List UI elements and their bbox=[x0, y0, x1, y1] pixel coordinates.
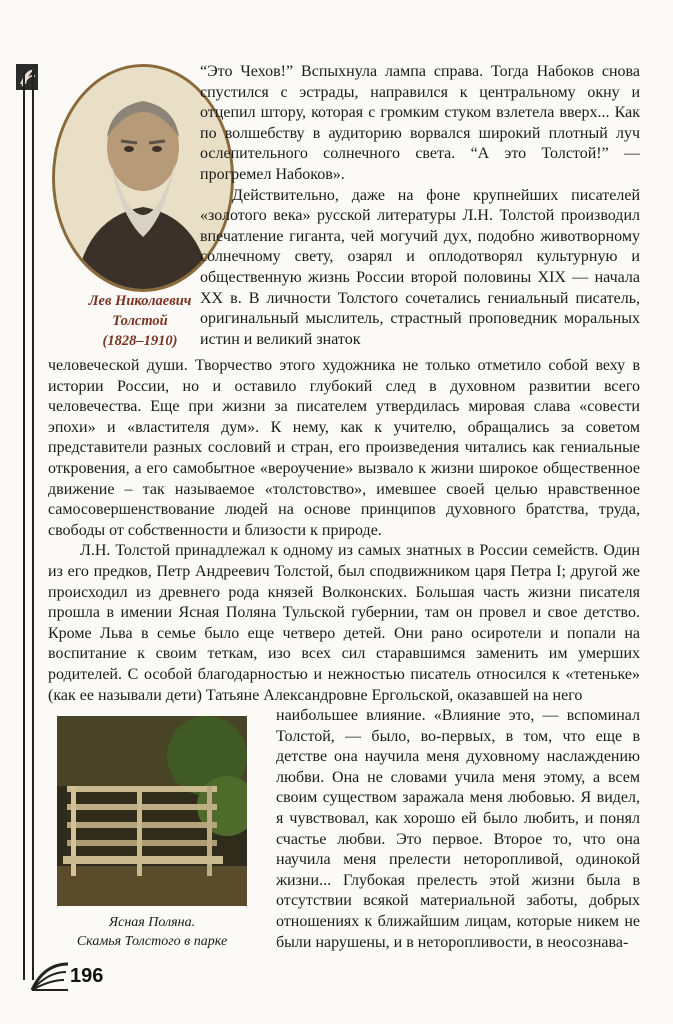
legacy-paragraph: человеческой души. Творчество этого художника не только отметило собой веху в истории России, но и оставило глубокий след в духовном развитии всего человечества. Еще при жизни за писателем утвердилась мировая слава «совести эпохи» и «властителя дум». К нему, как к учителю, обращались за советом представители разных сословий и стран, его произведения читались как гениальные откровения, а его самобытное «вероучение» вызвало к жизни широкое общественное движение – так называемое «толстовство», имевшее своей целью нравственное самосовершенствование людей на основе принципов духовного братства, труда, свободы от собственности и близости к природе. bbox=[48, 357, 640, 539]
page-number: 196 bbox=[70, 965, 104, 987]
portrait-caption-surname: Толстой bbox=[112, 313, 168, 329]
family-paragraph: Л.Н. Толстой принадлежал к одному из самых знатных в России семейств. Один из его предков, Петр Андреевич Толстой, был сподвижником царя Петра I; другой же происходил из древнего рода князей Волконских. Большая часть жизни писателя прошла в имении Ясная Поляна Тульской губернии, там он провел и свое детство. Кроме Льва в семье было еще четверо детей. Они рано осиротели и попали на воспитание к своим теткам, изо всех сил старавшимся заменить им умерших родителей. С особой благодарностью и нежностью писатель относился к «тетеньке» (как ее называли дети) Татьяне Александровне Ергольской, оказавшей на него bbox=[48, 542, 640, 704]
lower-text-column bbox=[276, 706, 640, 953]
page-corner-ornament-icon bbox=[30, 960, 70, 994]
margin-rule bbox=[23, 70, 34, 980]
full-width-text bbox=[48, 356, 640, 706]
portrait-caption bbox=[60, 291, 220, 351]
quote-paragraph: “Это Чехов!” Вспыхнула лампа справа. Тогда Набоков снова спустился с эстрады, направился к центральному окну и отцепил штору, которая с громким стуком взлетела вверх... Как по волшебству в аудиторию ворвался широкий плотный луч ослепительного солнечного света. “А это Толстой!” — прогремел Набоков». bbox=[200, 63, 640, 183]
photo-caption bbox=[48, 913, 256, 951]
influence-paragraph: наибольшее влияние. «Влияние это, — вспоминал Толстой, — было, во-первых, в том, что еще в детстве она научила меня духовному наслаждению любви. Она не словами учила меня этому, а всем своим существом заражала меня любовью. Я видел, я чувствовал, как хорошо ей было любить, и понял счастье любви. Это первое. Второе то, что она научила меня прелести неторопливой, одинокой жизни... Глубокая прелесть этой жизни была в отсутствии всякой материальной заботы, добрых отношениях к ближайшим лицам, которые никем не были нарушены, и в неторопливости, в неосознава- bbox=[276, 707, 640, 951]
photo-caption-place: Ясная Поляна. bbox=[108, 915, 196, 930]
portrait-caption-name: Лев Николаевич bbox=[88, 293, 192, 309]
intro-paragraph: Действительно, даже на фоне крупнейших писателей «золотого века» русской литературы Л.Н. Толстой производил впечатление гиганта, чей могучий дух, подобно животворному солнечному свету, озарял и оплодотворял культурную и общественную жизнь России второй половины XIX — начала XX в. В личности Толстого сочетались гениальный писатель, оригинальный мыслитель, страстный проповедник моральных истин и великий знаток bbox=[200, 186, 640, 348]
photo-caption-description: Скамья Толстого в парке bbox=[76, 934, 228, 949]
portrait-caption-years: (1828–1910) bbox=[102, 333, 178, 349]
yasnaya-polyana-bench-photo bbox=[57, 716, 247, 906]
upper-text-column bbox=[200, 62, 640, 350]
